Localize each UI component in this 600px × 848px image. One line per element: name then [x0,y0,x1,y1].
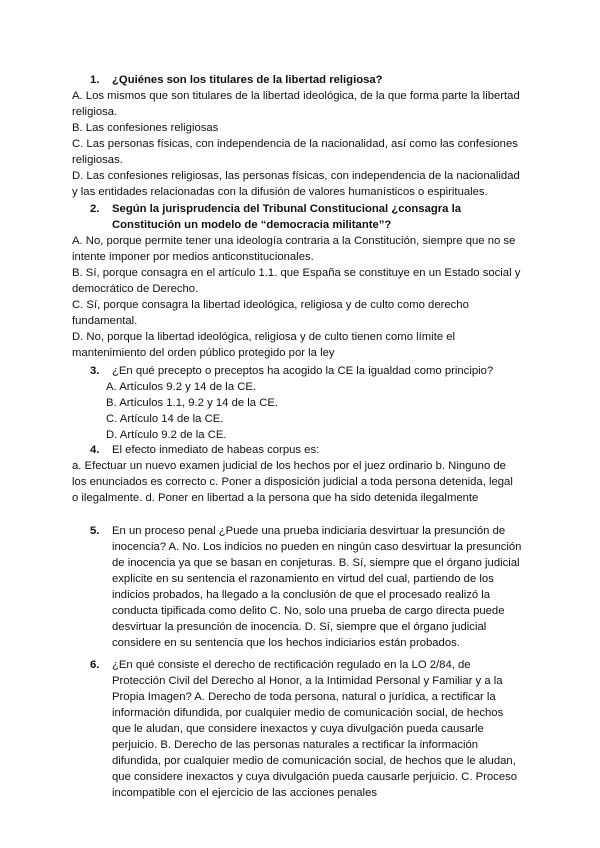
question-title: ¿Quiénes son los titulares de la libertad religiosa? [112,74,383,86]
question-4-heading [72,442,522,458]
answer-option-b: B. Sí, porque consagra en el artículo 1.1. que España se constituye en un Estado social y democrático de Derecho. [72,267,521,295]
question-number: 2. [90,203,100,215]
question-title: El efecto inmediato de habeas corpus es: [112,444,320,456]
answer-option-c: C. Sí, porque consagra la libertad ideológica, religiosa y de culto como derecho fundamental. [72,299,469,327]
question-number: 1. [90,74,100,86]
question-number: 4. [90,444,100,456]
answer-option-a: A. Los mismos que son titulares de la libertad ideológica, de la que forma parte la libertad religiosa. [72,90,520,118]
question-number: 3. [90,365,100,377]
answer-option-d: D. Las confesiones religiosas, las personas físicas, con independencia de la nacionalidad y las entidades relacionadas con la difusión de valores humanísticos o espirituales. [72,170,520,198]
question-number: 6. [90,659,100,671]
question-body: ¿En qué consiste el derecho de rectificación regulado en la LO 2/84, de Protección Civil del Derecho al Honor, a la Intimidad Personal y Familiar y a la Propia Imagen? A. Derecho de toda persona, natural o jurídica, a rectificar la información difundida, por cualquier medio de comunicación social, de hechos que le aludan, que considere inexactos y cuya divulgación pueda causarle perjuicio. B. Derecho de las personas naturales a rectificar la información difundida, por cualquier medio de comunicación social, de hechos que le aludan, que considere inexactos y cuya divulgación pueda causarle perjuicio. C. Proceso incompatible con el ejercicio de las acciones penales [112,659,518,799]
answer-option-a: A. Artículos 9.2 y 14 de la CE. [106,381,257,393]
answer-option-b: B. Las confesiones religiosas [72,122,219,134]
question-1-heading [72,72,522,88]
question-2-heading [72,201,524,233]
answer-option-c: C. Artículo 14 de la CE. [106,413,224,425]
question-title: ¿En qué precepto o preceptos ha acogido la CE la igualdad como principio? [112,365,494,377]
question-4 [72,442,522,506]
question-1 [72,72,522,200]
answer-option-b: B. Artículos 1.1, 9.2 y 14 de la CE. [106,397,279,409]
answer-option-d: D. Artículo 9.2 de la CE. [106,429,227,441]
question-body: En un proceso penal ¿Puede una prueba indiciaria desvirtuar la presunción de inocencia? A. No. Los indicios no pueden en ningún caso desvirtuar la presunción de inocencia ya que se basan en conjeturas. B. Sí, siempre que el órgano judicial explicite en su sentencia el razonamiento en virtud del cual, partiendo de los indicios probados, ha llegado a la conclusión de que el procesado realizó la conducta tipificada como delito C. No, solo una prueba de cargo directa puede desvirtuar la presunción de inocencia. D. Sí, siempre que el órgano judicial considere en su sentencia que los hechos indiciarios están probados. [112,525,522,649]
question-2 [72,201,524,361]
question-number: 5. [90,525,100,537]
answer-option-c: C. Las personas físicas, con independencia de la nacionalidad, así como las confesiones religiosas. [72,138,518,166]
question-body: a. Efectuar un nuevo examen judicial de los hechos por el juez ordinario b. Ninguno de los enunciados es correcto c. Poner a disposición judicial a toda persona detenida, legal o ilegalmente. d. Poner en libertad a la persona que ha sido detenida ilegalmente [72,460,513,504]
question-3 [72,363,522,443]
question-5-item [90,523,522,651]
question-5 [90,523,522,651]
question-3-heading [72,363,522,379]
question-6 [90,657,522,801]
answer-option-a: A. No, porque permite tener una ideología contraria a la Constitución, siempre que no se intente imponer por medios anticonstitucionales. [72,235,516,263]
question-6-item [90,657,522,801]
answer-option-d: D. No, porque la libertad ideológica, religiosa y de culto tienen como límite el mantenimiento del orden público protegido por la ley [72,331,456,359]
question-title: Según la jurisprudencia del Tribunal Constitucional ¿consagra la Constitución un modelo de “democracia militante”? [112,203,462,231]
